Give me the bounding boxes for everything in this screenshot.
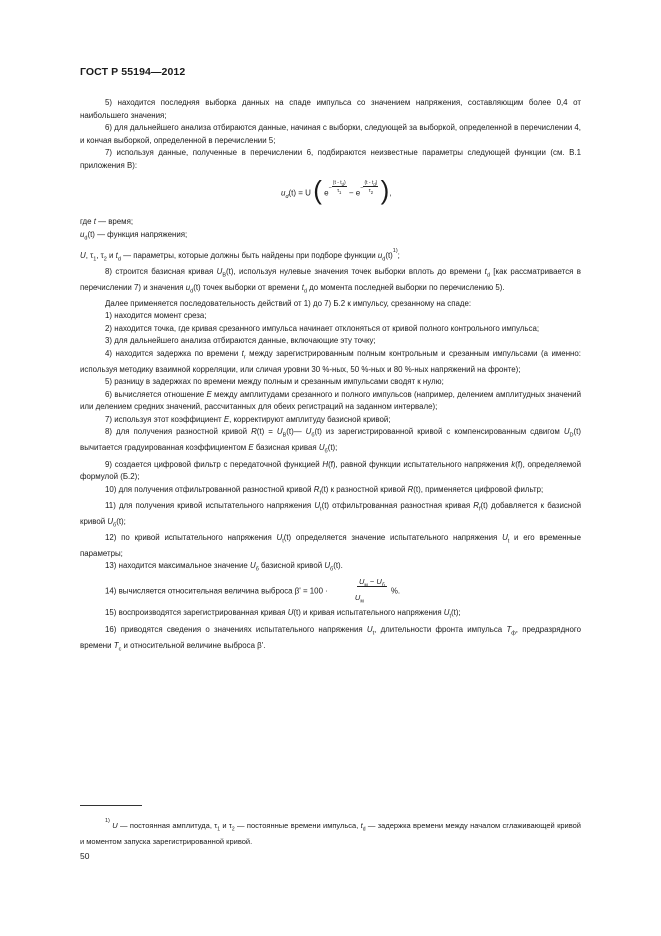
where-t: [80, 216, 581, 229]
overshoot-den: [354, 592, 364, 605]
step4-tsub: r: [243, 354, 246, 361]
step16-U: U: [366, 624, 373, 634]
step8-t2: t: [301, 282, 304, 292]
step11-Rsub: f: [478, 506, 481, 513]
formula-exp2-num-sub: d: [373, 182, 376, 187]
footnote-b: и τ: [220, 821, 232, 830]
step10-R: R: [313, 484, 320, 494]
footnote: [80, 816, 581, 848]
step13-U2: U: [324, 561, 331, 571]
step6-b: между амплитудами срезанного и полного импульсов (например, делением амплитудных значений или делением средних значений, рассчитанных для обеих регистраций на заданном интервале);: [80, 389, 581, 412]
step7-b: , корректируют амплитуду базисной кривой;: [229, 414, 391, 424]
step9-b: (f), равной функции испытательного напряжения: [328, 459, 512, 469]
step-b-1: 1) находится момент среза;: [105, 311, 207, 321]
where-params-end: ;: [397, 250, 400, 260]
formula-exp1: [328, 180, 347, 195]
step15-U2sub: t: [449, 614, 452, 621]
step4-b: между зарегистрированным полным контрольным и срезанным импульсами (а именно: используя методику взаимной корреляции, или сличая уровни 30 %-ных, 50 %-ных и 80 %-ных напряжений на фронте);: [80, 348, 581, 374]
step-b-10: [80, 484, 581, 500]
where-u: [80, 229, 581, 245]
step4-t: t: [241, 348, 244, 358]
step-b-6: [80, 389, 581, 414]
formula-exp1-minus: −: [328, 185, 332, 192]
formula-exp2-frac: [363, 180, 378, 196]
step-a-8: [80, 266, 581, 298]
footnote-divider: [80, 805, 142, 806]
step11-a: 11) для получения кривой испытательного напряжения: [105, 500, 315, 510]
step15-a: 15) воспроизводятся зарегистрированная кривая: [105, 608, 288, 618]
step16-Usub: t: [372, 630, 375, 637]
where-params-tau1: , τ: [85, 250, 94, 260]
step9-c: (f), определяемой формулой (Б.2);: [80, 459, 581, 482]
step12-Usub: t: [282, 538, 284, 545]
step8b-U3sub: D: [569, 432, 574, 439]
step8-t2sub: d: [303, 288, 307, 295]
step16-b: , длительности фронта импульса: [374, 624, 507, 634]
where-params-t: t: [115, 250, 118, 260]
formula: [281, 175, 392, 206]
formula-exp2-den-sub: 2: [370, 190, 374, 195]
formula-block: [80, 172, 581, 216]
step8-u: u: [185, 282, 191, 292]
step6-E: E: [206, 389, 212, 399]
formula-trailing: ,: [389, 188, 392, 198]
step10-a: 10) для получения отфильтрованной разностной кривой: [105, 484, 314, 494]
formula-exp2-minus: −: [360, 185, 364, 192]
step11-U: U: [314, 500, 321, 510]
step8-usub: d: [190, 288, 194, 295]
step16-a: 16) приводятся сведения о значениях испытательного напряжения: [105, 624, 367, 634]
formula-exp1-num: [332, 180, 347, 187]
formula-exp2-num: [363, 180, 378, 187]
where-params-and: и: [106, 250, 116, 260]
step8-a: 8) строится базисная кривая: [105, 266, 217, 276]
step-a-5: 5) находится последняя выборка данных на спаде импульса со значением напряжения, составляющим более 0,4 от наибольшего значения;: [80, 98, 581, 120]
step11-d: (t);: [116, 516, 126, 526]
where-u-def: (t) — функция напряжения;: [87, 229, 188, 239]
formula-exp2-num-text: (t - t: [364, 180, 374, 186]
step-b-16: [80, 624, 581, 656]
where-params-sub2: 2: [103, 256, 107, 263]
step12-U2: U: [502, 532, 508, 542]
step12-b: (t) определяется значение испытательного напряжения: [283, 532, 503, 542]
step16-T2sub: c: [118, 646, 122, 653]
step15-b: (t) и кривая испытательного напряжения: [293, 608, 444, 618]
formula-exp2-den: [369, 188, 373, 194]
formula-exp1-den: [337, 188, 341, 194]
main-content: [80, 97, 581, 656]
formula-lhs-sub: d: [285, 194, 289, 201]
step14-num-U2sub: б: [381, 582, 385, 589]
step8-Usub: B: [222, 272, 227, 279]
step13-Usub: б: [255, 566, 259, 573]
step8b-f: базисная кривая: [253, 443, 319, 453]
step13-U: U: [249, 561, 256, 571]
footnote-s1: 1: [217, 826, 221, 833]
step12-c: и его временные параметры;: [80, 532, 581, 558]
where-params-fn-sub: d: [382, 256, 386, 263]
step13-c: (t).: [333, 561, 343, 571]
step10-c: (t), применяется цифровой фильтр;: [413, 484, 544, 494]
step-b-4: [80, 348, 581, 377]
step-b-5: 5) разницу в задержках по времени между полным и срезанным импульсами сводят к нулю;: [105, 377, 444, 387]
footnote-marker: 1): [105, 818, 110, 824]
step-a-7: 7) используя данные, полученные в перечислении 6, подбираются неизвестные параметры следующей функции (см. В.1 приложения В):: [80, 148, 581, 170]
step8b-a: 8) для получения разностной кривой: [105, 427, 252, 437]
step-b-15: [80, 607, 581, 623]
step8b-g: (t);: [327, 443, 338, 453]
step12-a: 12) по кривой испытательного напряжения: [105, 532, 277, 542]
formula-e1: e: [324, 188, 329, 198]
step-b-14: [80, 576, 581, 607]
step16-Tsub: ф: [511, 630, 516, 637]
step14-num-U2: U: [376, 577, 382, 587]
step16-c: , предразрядного времени: [80, 624, 582, 650]
step11-c: (t) добавляется к базисной кривой: [80, 500, 582, 526]
formula-exp1-num-end: ): [343, 180, 346, 186]
step-b-2: 2) находится точка, где кривая срезанного импульса начинает отклоняться от кривой полного контрольного импульса;: [105, 323, 540, 333]
overshoot-fraction: [332, 576, 387, 607]
step8-c: [как рассматривается в перечислении 7) и значения: [80, 266, 581, 292]
step7-E: E: [223, 414, 230, 424]
step-b-3: 3) для дальнейшего анализа отбираются данные, включающие эту точку;: [105, 336, 376, 346]
step12-U2sub: t: [507, 538, 510, 545]
step11-Usub: t: [320, 506, 322, 513]
where-params-fn: u: [377, 250, 383, 260]
step8b-c: (t)—: [286, 427, 306, 437]
step14-num-minus: −: [367, 577, 377, 587]
step14-b: %.: [388, 587, 401, 597]
where-params-tsub: d: [117, 256, 121, 263]
where-intro: где: [80, 217, 94, 226]
step10-b: (t) к разностной кривой: [320, 484, 408, 494]
where-u-sub: d: [84, 235, 88, 242]
step16-T: T: [506, 624, 512, 634]
step6-a: 6) вычисляется отношение: [105, 389, 207, 399]
formula-exp1-num-text: (t - t: [332, 180, 342, 186]
step8-e: до момента последней выборки по перечислению 5).: [306, 282, 505, 292]
step8-tsub: d: [486, 272, 490, 279]
footnote-t: t: [360, 821, 363, 830]
step8-U: U: [216, 266, 223, 276]
where-params-fn-arg: (t): [385, 250, 393, 260]
where-params-U: U: [80, 250, 86, 260]
formula-lhs-arg: (t) = U: [288, 188, 311, 198]
step8b-U2: U: [305, 427, 312, 437]
formula-exp1-num-sub: d: [341, 182, 344, 187]
step13-U2sub: б: [330, 566, 334, 573]
step8b-U1: U: [276, 427, 283, 437]
step12-U: U: [276, 532, 283, 542]
step11-R: R: [473, 500, 479, 510]
step11-U2sub: б: [113, 522, 117, 529]
step10-R2: R: [407, 484, 414, 494]
step8b-U3: U: [563, 427, 570, 437]
footnote-c: — постоянные времени импульса,: [234, 821, 361, 830]
step13-a: 13) находится максимальное значение: [105, 561, 250, 571]
step14-num-U1sub: м: [364, 582, 368, 589]
step15-U: U: [287, 608, 294, 618]
step9-k: k: [511, 459, 516, 469]
footnote-a: — постоянная амплитуда, τ: [117, 821, 218, 830]
where-params-def: — параметры, которые должны быть найдены при подборе функции: [120, 250, 378, 260]
step11-U2: U: [107, 516, 114, 526]
footnote-U: U: [112, 821, 118, 830]
footnote-tsub: d: [362, 826, 366, 833]
step8b-E: E: [248, 443, 254, 453]
step9-H: H: [322, 459, 329, 469]
step8b-e: (t) вычитается градуированная коэффициентом: [80, 427, 581, 453]
step-b-12: [80, 532, 581, 561]
formula-exp1-den-text: τ: [337, 188, 340, 194]
step8-b: (t), используя нулевые значения точек выборки вплоть до времени: [226, 266, 485, 276]
step15-c: (t);: [451, 608, 461, 618]
step11-b: (t) отфильтрованная разностная кривая: [321, 500, 474, 510]
formula-exp2-num-end: ): [375, 180, 378, 186]
step14-num-U1: U: [358, 577, 365, 587]
footnote-s2: 2: [231, 826, 235, 833]
step8-d: (t) точек выборки от времени: [193, 282, 302, 292]
step8b-R: R: [251, 427, 257, 437]
step-b-11: [80, 500, 581, 532]
step8b-U2sub: б: [311, 432, 315, 439]
formula-exp1-den-sub: 1: [339, 190, 342, 195]
step14-a: 14) вычисляется относительная величина выброса β' = 100 ·: [105, 587, 330, 597]
step-b-8: [80, 426, 581, 458]
step10-Rsub: f: [319, 490, 321, 497]
step8b-U4: U: [318, 443, 325, 453]
footnote-ref[interactable]: 1): [392, 247, 398, 254]
where-t-sym: t: [93, 217, 96, 226]
page-header: ГОСТ Р 55194—2012: [80, 66, 186, 78]
where-u-sym: u: [80, 229, 85, 239]
page-number: 50: [80, 851, 90, 861]
overshoot-num: [357, 577, 387, 587]
step-a-6: 6) для дальнейшего анализа отбираются данные, начиная с выборки, следующей за выборкой, определенной в перечислении 4, и кончая выборкой, определенной в перечислении 5;: [80, 123, 581, 145]
step7-a: 7) используя этот коэффициент: [105, 414, 224, 424]
where-params-sub1: 1: [93, 256, 97, 263]
footnote-d: — задержка времени между началом сглаживающей кривой и моментом запуска зарегистрированной кривой.: [80, 821, 581, 846]
formula-paren-close: ): [380, 175, 390, 206]
step-b-9: [80, 459, 581, 484]
step9-a: 9) создается цифровой фильтр с передаточной функцией: [105, 459, 323, 469]
step16-d: и относительной величине выброса β'.: [121, 640, 266, 650]
formula-exp2: [360, 180, 378, 195]
step-b-13: [80, 560, 581, 576]
step8b-b: (t) =: [256, 427, 277, 437]
step14-den-U: U: [354, 592, 361, 602]
step13-b: базисной кривой: [258, 561, 325, 571]
step8b-U4sub: б: [324, 449, 328, 456]
where-t-def: — время;: [95, 217, 134, 226]
step16-T2: T: [113, 640, 119, 650]
formula-minus-e: − e: [348, 188, 361, 198]
formula-lhs: u: [281, 188, 286, 198]
formula-exp1-frac: [332, 180, 347, 196]
step4-a: 4) находится задержка по времени: [105, 348, 242, 358]
step15-U2: U: [443, 608, 450, 618]
formula-paren-open: (: [313, 175, 322, 206]
intro-cut-impulse: Далее применяется последовательность действий от 1) до 7) Б.2 к импульсу, срезанному на спаде:: [105, 298, 472, 308]
where-params: [80, 245, 581, 266]
step-b-7: [80, 414, 581, 427]
step14-den-Usub: м: [360, 598, 364, 605]
step8b-d: (t) из зарегистрированной кривой с компенсированным сдвигом: [314, 427, 564, 437]
where-params-tau2: , τ: [96, 250, 104, 260]
step8b-U1sub: B: [282, 432, 287, 439]
formula-exp2-den-text: τ: [368, 188, 371, 194]
step8-t: t: [484, 266, 487, 276]
